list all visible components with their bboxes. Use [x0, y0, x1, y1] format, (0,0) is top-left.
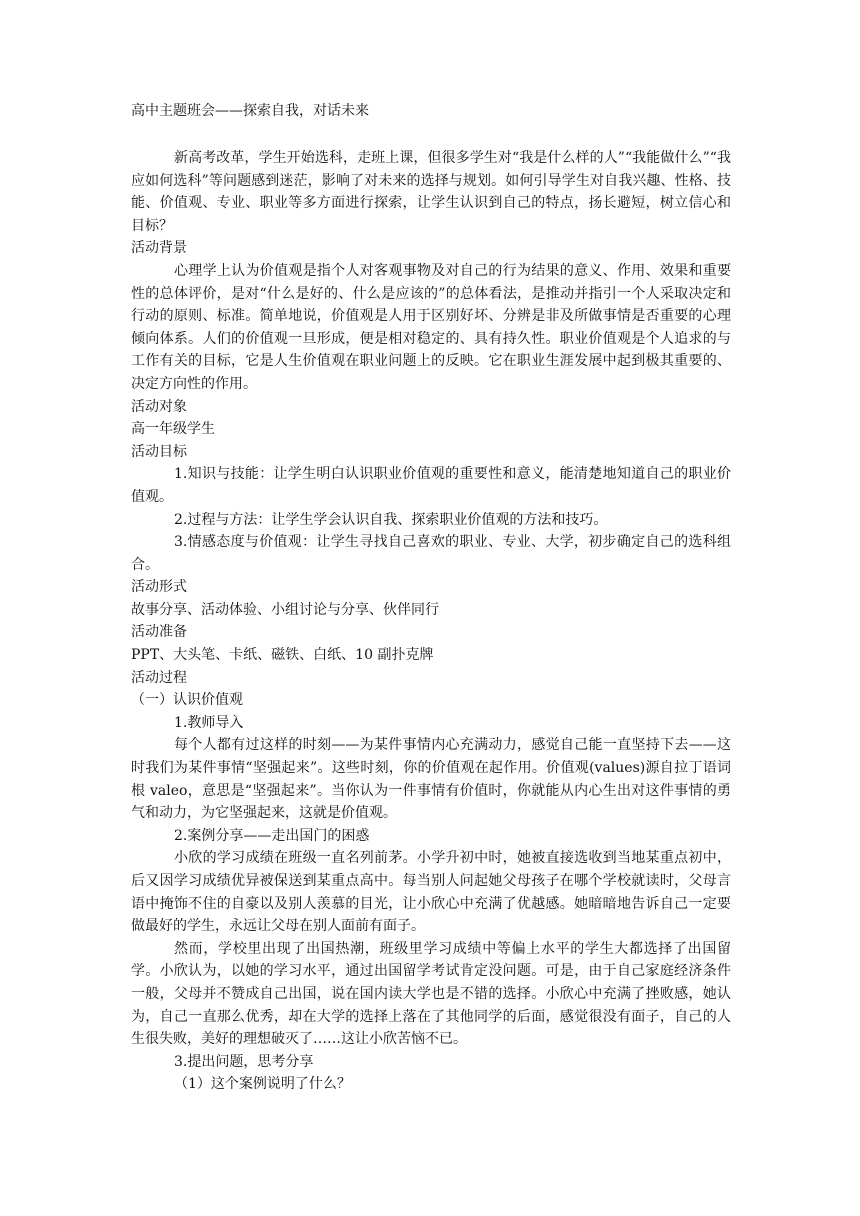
step-heading: 1.教师导入 — [174, 714, 244, 731]
background-heading: 活动背景 — [131, 240, 187, 257]
question-item: （1）这个案例说明了什么？ — [174, 1076, 351, 1093]
target-heading: 活动对象 — [131, 398, 187, 415]
target-text: 高一年级学生 — [131, 421, 215, 438]
form-text: 故事分享、活动体验、小组讨论与分享、伙伴同行 — [131, 601, 439, 618]
case-paragraph: 小欣的学习成绩在班级一直名列前茅。小学升初中时，她被直接选收到当地某重点初中，后又因学习成绩优异被保送到某重点高中。每当别人问起她父母孩子在哪个学校就读时，父母言语中掩饰不住的自豪以及别人羡慕的目光，让小欣心中充满了优越感。她暗暗地告诉自己一定要做最好的学生，永远让父母在别人面前有面子。 — [131, 850, 731, 935]
prep-heading: 活动准备 — [131, 624, 187, 641]
prep-text: PPT、大头笔、卡纸、磁铁、白纸、10 副扑克牌 — [131, 647, 434, 664]
document-title: 高中主题班会——探索自我，对话未来 — [131, 103, 369, 119]
step-heading: 2.案例分享——走出国门的困惑 — [174, 827, 370, 844]
form-heading: 活动形式 — [131, 579, 187, 596]
step-paragraph: 每个人都有过这样的时刻——为某件事情内心充满动力，感觉自己能一直坚持下去——这时我们为某件事情“坚强起来”。这些时刻，你的价值观在起作用。价值观(values)源自拉丁语词根 valeo，意思是“坚强起来”。当你认为一件事情有价值时，你就能从内心生出对这件事情的勇气和动力，为它坚强起来，这就是价值观。 — [131, 737, 731, 822]
goal-heading: 活动目标 — [131, 443, 187, 460]
goal-item: 1.知识与技能：让学生明白认识职业价值观的重要性和意义，能清楚地知道自己的职业价值观。 — [131, 466, 731, 505]
goal-item: 2.过程与方法：让学生学会认识自我、探索职业价值观的方法和技巧。 — [174, 511, 608, 528]
background-paragraph: 心理学上认为价值观是指个人对客观事物及对自己的行为结果的意义、作用、效果和重要性的总体评价，是对“什么是好的、什么是应该的”的总体看法，是推动并指引一个人采取决定和行动的原则、标准。简单地说，价值观是人用于区别好坏、分辨是非及所做事情是否重要的心理倾向体系。人们的价值观一旦形成，便是相对稳定的、具有持久性。职业价值观是个人追求的与工作有关的目标，它是人生价值观在职业问题上的反映。它在职业生涯发展中起到极其重要的、决定方向性的作用。 — [131, 262, 731, 392]
document-page — [131, 99, 731, 1096]
intro-paragraph: 新高考改革，学生开始选科，走班上课，但很多学生对“我是什么样的人”“我能做什么”“我应如何选科”等问题感到迷茫，影响了对未来的选择与规划。如何引导学生对自我兴趣、性格、技能、价值观、专业、职业等多方面进行探索，让学生认识到自己的特点，扬长避短，树立信心和目标？ — [131, 150, 731, 234]
step-heading: 3.提出问题，思考分享 — [174, 1053, 314, 1070]
process-heading: 活动过程 — [131, 669, 187, 686]
case-paragraph: 然而，学校里出现了出国热潮，班级里学习成绩中等偏上水平的学生大都选择了出国留学。小欣认为，以她的学习水平，通过出国留学考试肯定没问题。可是，由于自己家庭经济条件一般，父母并不赞成自己出国，说在国内读大学也是不错的选择。小欣心中充满了挫败感，她认为，自己一直那么优秀，却在大学的选择上落在了其他同学的后面，感觉很没有面子，自己的人生很失败，美好的理想破灭了……这让小欣苦恼不已。 — [131, 940, 731, 1048]
goal-item: 3.情感态度与价值观：让学生寻找自己喜欢的职业、专业、大学，初步确定自己的选科组合。 — [131, 534, 731, 573]
section-heading: （一）认识价值观 — [131, 692, 243, 709]
